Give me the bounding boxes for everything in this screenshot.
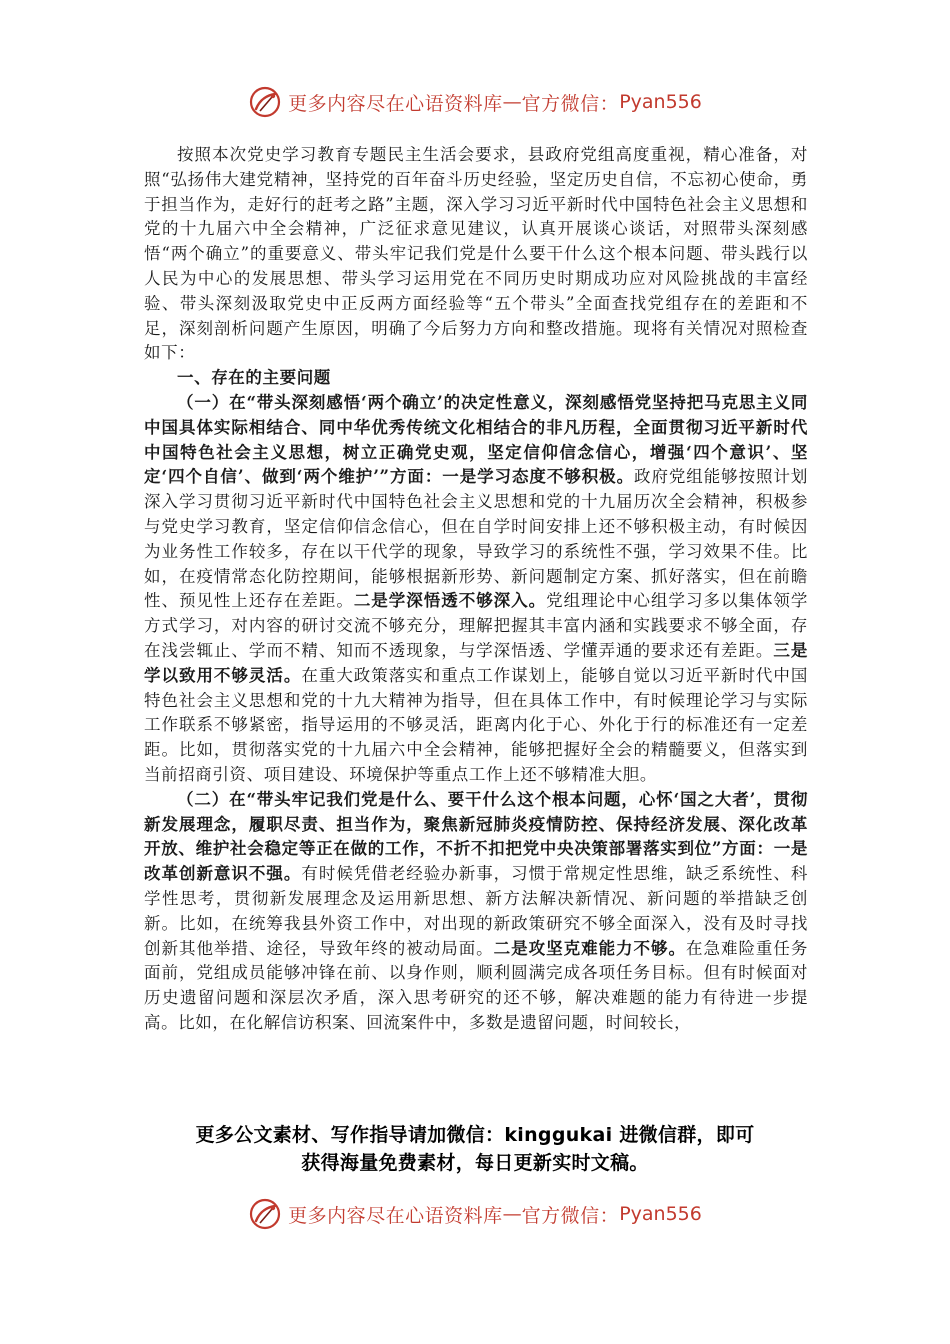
subsection-1-point-2-text: 党组理论中心组学习多以集体领学方式学习，对内容的研讨交流不够充分，理解把握其丰富内涵和实践要求不够全面，存在浅尝辄止、学而不精、知而不透现象，与学深悟透、学懂弄通的要求还有差距。 — [144, 591, 809, 660]
subsection-1-point-3-text: 在重大政策落实和重点工作谋划上，能够自觉以习近平新时代中国特色社会主义思想和党的十九大精神为指导，但在具体工作中，有时候理论学习与实际工作联系不够紧密，指导运用的不够灵活，距离内化于心、外化于行的标准还有一定差距。比如，贯彻落实党的十九届六中全会精神，能够把握好全会的精髓要义，但落实到当前招商引资、项目建设、环境保护等重点工作上还不够精准大胆。 — [144, 665, 808, 784]
subsection-2-point-1-heading: 一是改革创新意识不强。 — [144, 839, 808, 884]
watermark-wechat-label: 官方微信： — [521, 1204, 620, 1227]
intro-paragraph: 按照本次党史学习教育专题民主生活会要求，县政府党组高度重视，精心准备，对照“弘扬伟大建党精神，坚持党的百年奋斗历史经验，坚定历史自信，不忘初心使命，勇于担当作为，走好行的赶考之路”主题，深入学习习近平新时代中国特色社会主义思想和党的十九届六中全会精神，广泛征求意见建议，认真开展谈心谈话，对照带头深刻感悟“两个确立”的重要意义、带头牢记我们党是什么要干什么这个根本问题、带头践行以人民为中心的发展思想、带头学习运用党在不同历史时期成功应对风险挑战的丰富经验、带头深刻汲取党史中正反两方面经验等“五个带头”全面查找党组存在的差距和不足，深刻剖析问题产生原因，明确了今后努力方向和整改措施。现将有关情况对照检查如下： — [144, 145, 808, 363]
promo-line-2: 获得海量免费素材，每日更新实时文稿。 — [301, 1152, 649, 1174]
watermark-separator: — — [502, 91, 522, 113]
watermark-wechat-id: Pyan556 — [619, 1203, 702, 1225]
watermark-wechat-id: Pyan556 — [619, 91, 702, 113]
watermark-text: 更多内容尽在心语资料库 — [288, 92, 503, 115]
subsection-2-point-2-text: 在急难险重任务面前，党组成员能够冲锋在前、以身作则，顺利圆满完成各项任务目标。但有时候面对历史遗留问题和深层次矛盾，深入思考研究的还不够，解决难题的能力有待进一步提高。比如，在化解信访积案、回流案件中，多数是遗留问题，时间较长， — [144, 938, 809, 1032]
watermark-wechat-label: 官方微信： — [521, 92, 620, 115]
section-heading: 一、存在的主要问题 — [177, 368, 331, 388]
watermark-banner-bottom — [0, 1192, 950, 1236]
subsection-2-point-1-text: 有时候凭借老经验办新事，习惯于常规定性思维，缺乏系统性、科学性思考，贯彻新发展理念及运用新思想、新方法解决新情况、新问题的举措缺乏创新。比如，在统筹我县外资工作中，对出现的新政策研究不够全面深入，没有及时寻找创新其他举措、途径，导致年终的被动局面。 — [144, 864, 808, 958]
subsection-1-point-2-heading: 二是学深悟透不够深入。 — [353, 591, 547, 611]
subsection-2-title: （二）在“带头牢记我们党是什么、要干什么这个根本问题，心怀‘国之大者’，贯彻新发展理念，履职尽责、担当作为，聚焦新冠肺炎疫情防控、保持经济发展、深化改革开放、维护社会稳定等正在做的工作，不折不扣把党中央决策部署落实到位”方面： — [144, 789, 808, 859]
subsection-1-point-1-text: 政府党组能够按照计划深入学习贯彻习近平新时代中国特色社会主义思想和党的十九届历次全会精神，积极参与党史学习教育，坚定信仰信念信心，但在自学时间安排上还不够积极主动，有时候因为业务性工作较多，存在以干代学的现象，导致学习的系统性不强，学习效果不佳。比如，在疫情常态化防控期间，能够根据新形势、新问题制定方案、抓好落实，但在前瞻性、预见性上还存在差距。 — [144, 467, 808, 611]
document-body — [144, 143, 808, 1036]
subsection-2-point-2-heading: 二是攻坚克难能力不够。 — [493, 938, 686, 958]
brand-logo-icon — [248, 85, 282, 119]
subsection-1 — [144, 391, 808, 788]
subsection-1-title: （一）在“带头深刻感悟‘两个确立’的决定性意义，深刻感悟党坚持把马克思主义同中国具体实际相结合、同中华优秀传统文化相结合的非凡历程，全面贯彻习近平新时代中国特色社会主义思想，树立正确党史观，坚定信仰信念信心，增强‘四个意识’、坚定‘四个自信’、做到‘两个维护’”方面： — [144, 392, 808, 487]
subsection-1-point-1-heading: 一是学习态度不够积极。 — [442, 467, 635, 487]
subsection-2 — [144, 788, 808, 1036]
brand-logo-icon — [248, 1197, 282, 1231]
promo-callout — [100, 1121, 850, 1177]
watermark-banner-top — [0, 80, 950, 124]
watermark-text: 更多内容尽在心语资料库 — [288, 1204, 503, 1227]
promo-line-1: 更多公文素材、写作指导请加微信：kinggukai 进微信群，即可 — [195, 1124, 755, 1146]
subsection-1-point-3-heading: 三是学以致用不够灵活。 — [144, 640, 808, 685]
watermark-separator: — — [502, 1203, 522, 1225]
